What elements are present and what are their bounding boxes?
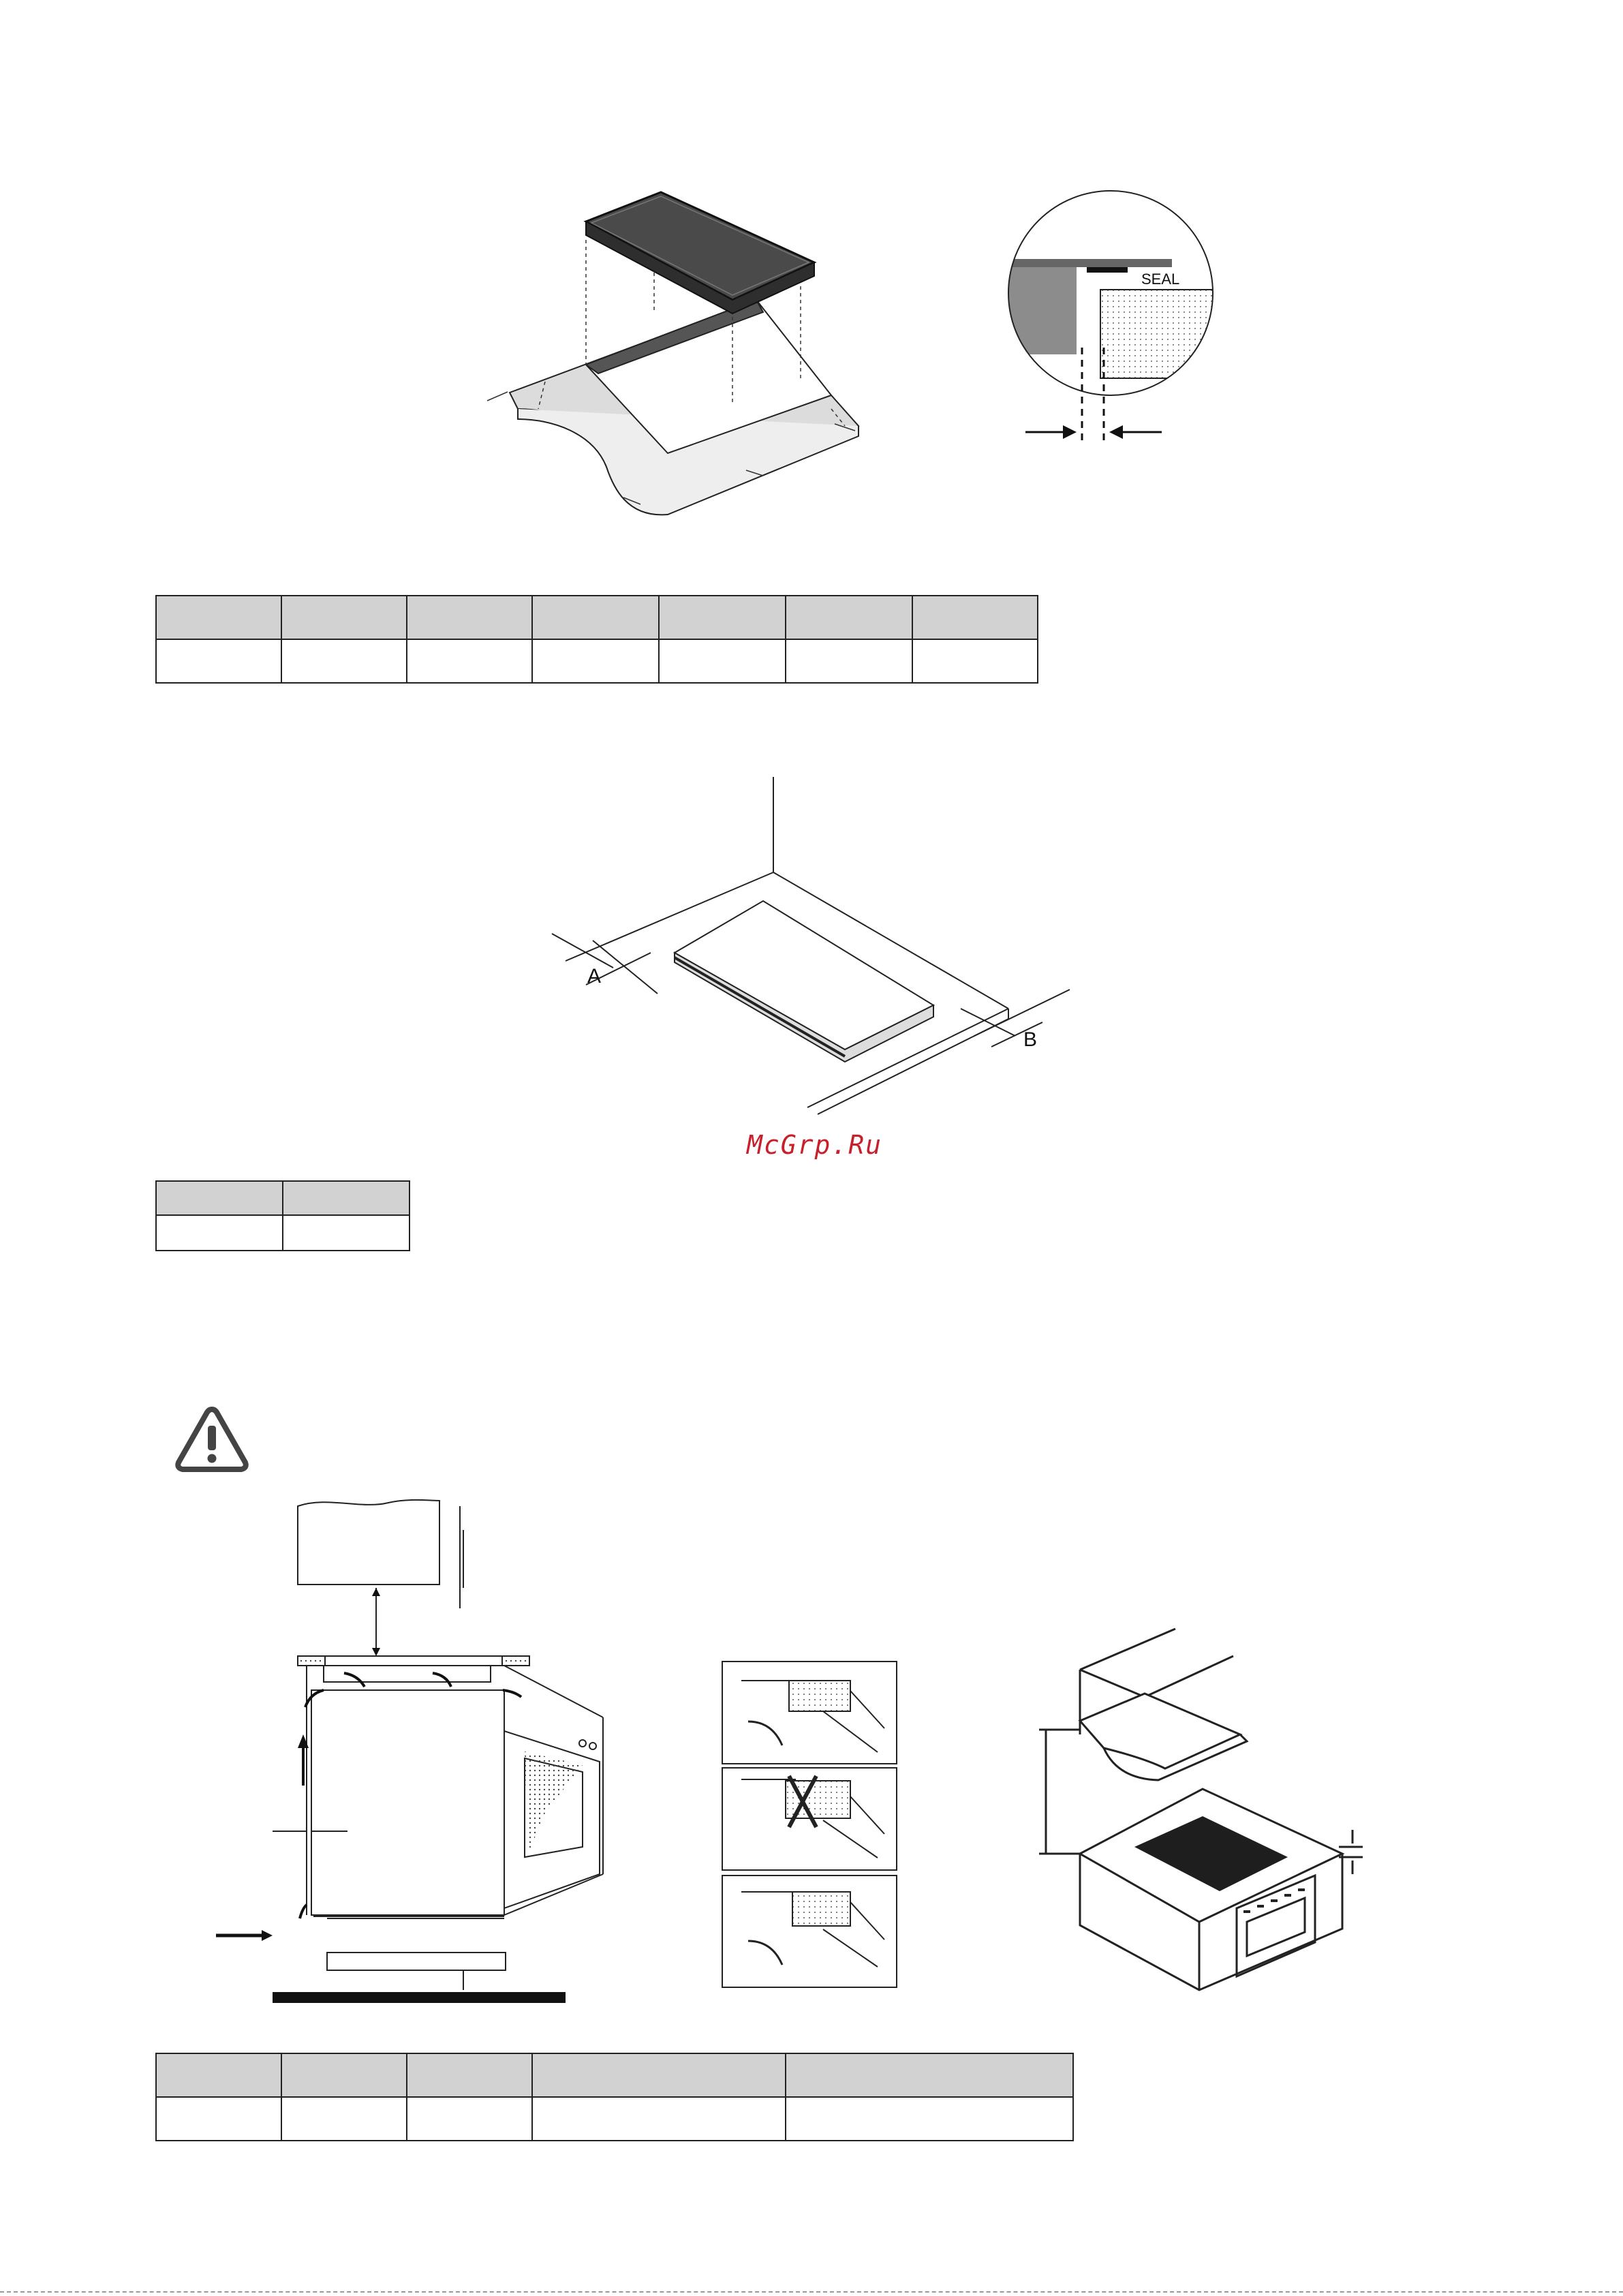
header-cell	[532, 2053, 786, 2097]
arrow-right-icon	[262, 1930, 273, 1941]
page-bottom-rule	[0, 2291, 1623, 2293]
table-cell	[281, 2097, 407, 2141]
header-cell	[912, 596, 1038, 639]
clearance-table	[155, 1180, 410, 1251]
figure-hob-cutout	[477, 184, 913, 525]
watermark: McGrp.Ru	[747, 1130, 883, 1160]
header-cell	[156, 1181, 283, 1215]
header-cell	[281, 596, 407, 639]
table-header-row	[156, 2053, 1073, 2097]
table-cell	[156, 639, 281, 683]
table-cell	[156, 1215, 283, 1251]
header-cell	[659, 596, 786, 639]
table-cell	[532, 2097, 786, 2141]
dimension-label-b: B	[1023, 1028, 1038, 1051]
table-cell	[786, 2097, 1073, 2141]
arrow-right-icon	[1063, 425, 1077, 439]
header-cell	[156, 2053, 281, 2097]
table-cell	[283, 1215, 409, 1251]
header-cell	[283, 1181, 409, 1215]
warning-triangle-icon	[174, 1405, 249, 1473]
table-row	[156, 1215, 409, 1251]
table-cell	[156, 2097, 281, 2141]
table-cell	[659, 639, 786, 683]
header-cell	[407, 596, 532, 639]
ventilation-table	[155, 2053, 1074, 2141]
arrow-left-icon	[1109, 425, 1123, 439]
header-cell	[786, 2053, 1073, 2097]
header-cell	[281, 2053, 407, 2097]
cutout-dimensions-table	[155, 595, 1038, 684]
table-cell	[912, 639, 1038, 683]
dimension-label-a: A	[587, 965, 602, 988]
table-cell	[532, 639, 659, 683]
table-cell	[407, 639, 532, 683]
header-cell	[786, 596, 912, 639]
figure-clearance-plan	[538, 777, 1083, 1118]
figure-ventilation-side	[204, 1493, 640, 2010]
table-header-row	[156, 596, 1038, 639]
table-cell	[786, 639, 912, 683]
header-cell	[532, 596, 659, 639]
header-cell	[407, 2053, 532, 2097]
figure-seal-detail	[981, 191, 1240, 463]
table-row	[156, 2097, 1073, 2141]
figure-detail-panels	[721, 1660, 898, 1994]
seal-label: SEAL	[1141, 271, 1180, 288]
figure-hood-clearance	[1022, 1622, 1390, 2004]
table-cell	[281, 639, 407, 683]
table-header-row	[156, 1181, 409, 1215]
table-cell	[407, 2097, 532, 2141]
table-row	[156, 639, 1038, 683]
header-cell	[156, 596, 281, 639]
